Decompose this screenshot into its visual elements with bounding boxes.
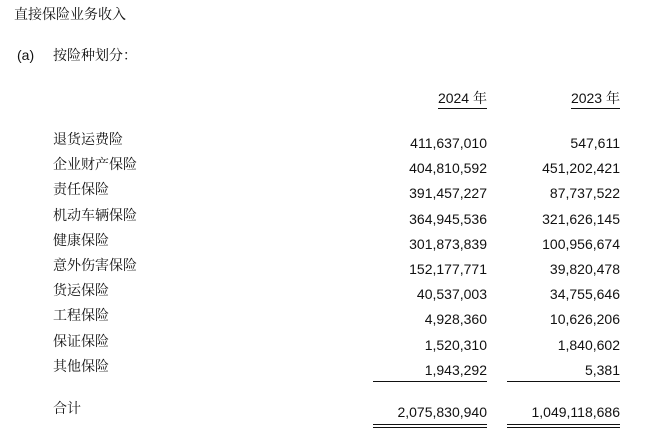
subtotal-rule-2024 <box>373 381 487 382</box>
value-2023: 100,956,674 <box>542 235 620 252</box>
row-label: 意外伤害保险 <box>53 256 137 273</box>
table-row <box>0 256 663 281</box>
value-2024: 152,177,771 <box>409 260 487 277</box>
column-header-2023: 2023 年 <box>571 89 620 109</box>
table-row <box>0 332 663 357</box>
value-2024: 301,873,839 <box>409 235 487 252</box>
table-row <box>0 231 663 256</box>
value-2023: 451,202,421 <box>542 160 620 177</box>
total-row <box>0 399 663 421</box>
value-2023: 87,737,522 <box>549 185 620 202</box>
page-title: 直接保险业务收入 <box>14 6 126 22</box>
total-double-rule-2023 <box>507 424 620 428</box>
total-label: 合计 <box>53 400 81 416</box>
value-2023: 10,626,206 <box>549 311 620 328</box>
value-2023: 321,626,145 <box>542 210 620 227</box>
value-2023: 547,611 <box>570 135 620 151</box>
value-2024: 404,810,592 <box>409 160 487 177</box>
table-row <box>0 357 663 382</box>
table-row <box>0 306 663 331</box>
total-value-2023: 1,049,118,686 <box>531 404 620 420</box>
total-double-rule-2024 <box>373 424 487 428</box>
table-row <box>0 281 663 306</box>
row-label: 工程保险 <box>53 307 109 324</box>
row-label: 责任保险 <box>53 181 109 198</box>
subtotal-rule-2023 <box>507 381 620 382</box>
row-label: 货运保险 <box>53 282 109 299</box>
value-2023: 5,381 <box>584 361 620 378</box>
table-row <box>0 130 663 155</box>
section-marker: (a) <box>17 47 35 63</box>
value-2024: 40,537,003 <box>416 286 487 303</box>
value-2024: 411,637,010 <box>410 135 487 151</box>
income-table <box>0 130 663 382</box>
table-row <box>0 155 663 180</box>
row-label: 企业财产保险 <box>53 156 137 173</box>
value-2023: 1,840,602 <box>557 336 620 353</box>
value-2024: 1,520,310 <box>424 336 487 353</box>
row-label: 健康保险 <box>53 231 109 248</box>
value-2024: 1,943,292 <box>424 361 487 378</box>
row-label: 机动车辆保险 <box>53 206 137 223</box>
value-2024: 391,457,227 <box>409 185 487 202</box>
column-header-2024: 2024 年 <box>438 89 487 109</box>
table-row <box>0 180 663 205</box>
value-2024: 4,928,360 <box>424 311 487 328</box>
row-label: 其他保险 <box>53 357 109 374</box>
total-value-2024: 2,075,830,940 <box>397 404 487 420</box>
table-row <box>0 206 663 231</box>
row-label: 退货运费险 <box>53 131 123 147</box>
row-label: 保证保险 <box>53 332 109 349</box>
value-2024: 364,945,536 <box>409 210 487 227</box>
value-2023: 39,820,478 <box>549 260 620 277</box>
section-heading: 按险种划分： <box>53 47 137 63</box>
value-2023: 34,755,646 <box>549 286 620 303</box>
